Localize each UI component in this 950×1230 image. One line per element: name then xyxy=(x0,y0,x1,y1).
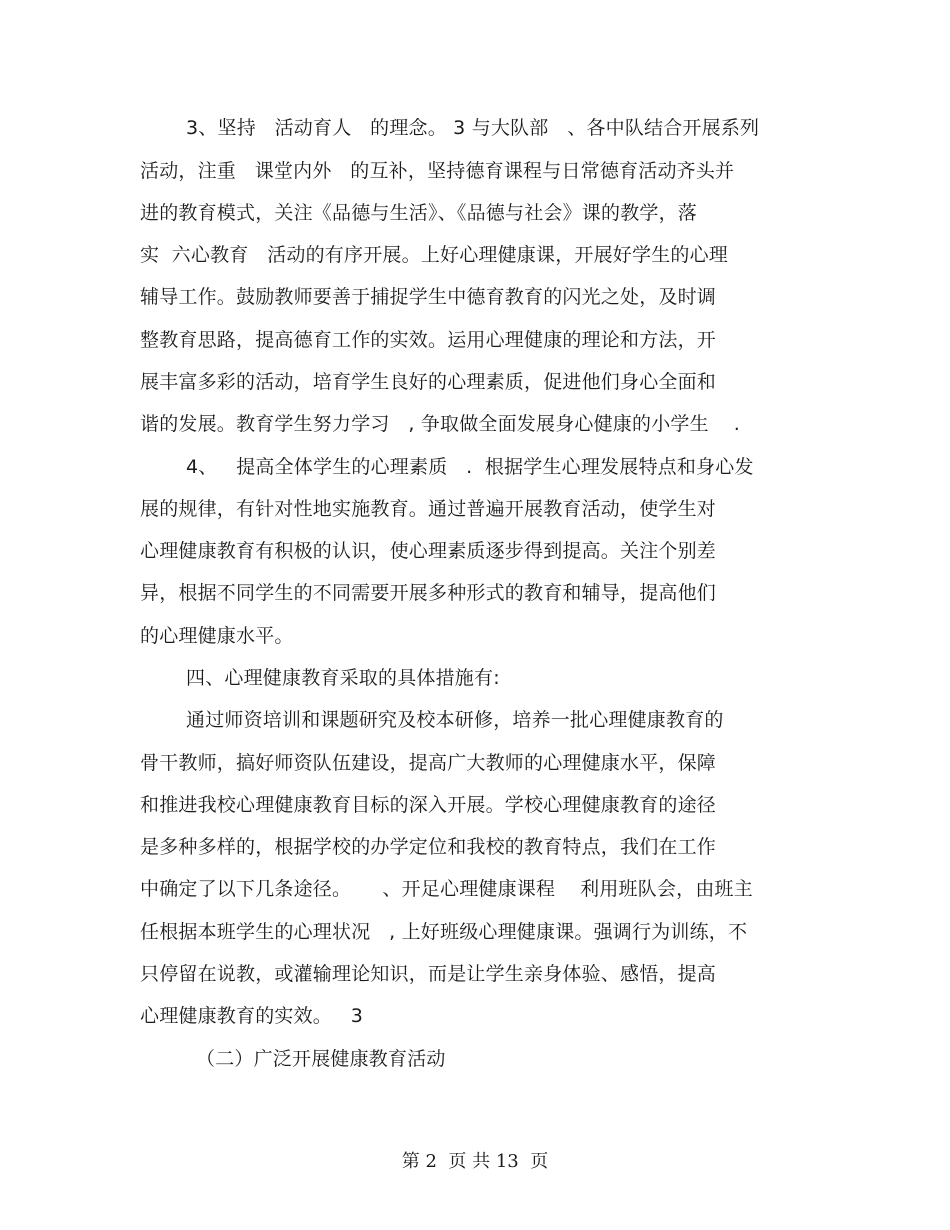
paragraph-2-line-4: 异，根据不同学生的不同需要开展多种形式的教育和辅导，提高他们 xyxy=(140,582,717,604)
paragraph-3-line-2: 骨干教师，搞好师资队伍建设，提高广大教师的心理健康水平，保障 xyxy=(140,752,717,774)
paragraph-3-line-5: 中确定了以下几条途径。 、开足心理健康课程 利用班队会，由班主 xyxy=(140,878,753,900)
paragraph-1-line-8: 谐的发展。教育学生努力学习 , 争取做全面发展身心健康的小学生 . xyxy=(140,413,740,435)
paragraph-3-line-4: 是多种多样的，根据学校的办学定位和我校的教育特点，我们在工作 xyxy=(140,836,717,858)
paragraph-3-line-1: 通过师资培训和课题研究及校本研修，培养一批心理健康教育的 xyxy=(186,709,724,731)
paragraph-1-line-1: 3、坚持 活动育人 的理念。 3 与大队部 、各中队结合开展系列 xyxy=(186,117,760,139)
paragraph-3-line-3: 和推进我校心理健康教育目标的深入开展。学校心理健康教育的途径 xyxy=(140,794,717,816)
paragraph-2-line-5: 的心理健康水平。 xyxy=(140,625,294,647)
paragraph-1-line-7: 展丰富多彩的活动，培育学生良好的心理素质，促进他们身心全面和 xyxy=(140,371,717,393)
paragraph-1-line-6: 整教育思路，提高德育工作的实效。运用心理健康的理论和方法，开 xyxy=(140,329,717,351)
paragraph-2-line-1: 4、 提高全体学生的心理素质 . 根据学生心理发展特点和身心发 xyxy=(186,456,754,478)
paragraph-3-line-7: 只停留在说教，或灌输理论知识，而是让学生亲身体验、感悟，提高 xyxy=(140,963,717,985)
paragraph-3-line-6: 任根据本班学生的心理状况 , 上好班级心理健康课。强调行为训练，不 xyxy=(140,921,748,943)
section-heading-4: 四、心理健康教育采取的具体措施有: xyxy=(186,667,500,689)
paragraph-1-line-5: 辅导工作。鼓励教师要善于捕捉学生中德育教育的闪光之处，及时调 xyxy=(140,286,717,308)
paragraph-1-line-4: 实 六心教育 活动的有序开展。上好心理健康课，开展好学生的心理 xyxy=(140,244,728,266)
subheading-2: （二）广泛开展健康教育活动 xyxy=(196,1048,446,1070)
paragraph-2-line-3: 心理健康教育有积极的认识，使心理素质逐步得到提高。关注个别差 xyxy=(140,540,717,562)
page-number-footer: 第 2 页 共 13 页 xyxy=(401,1151,549,1172)
paragraph-1-line-3: 进的教育模式，关注《品德与生活》、《品德与社会》课的教学，落 xyxy=(140,202,698,224)
paragraph-2-line-2: 展的规律，有针对性地实施教育。通过普遍开展教育活动，使学生对 xyxy=(140,498,717,520)
paragraph-1-line-2: 活动，注重 课堂内外 的互补，坚持德育课程与日常德育活动齐头并 xyxy=(140,160,735,182)
paragraph-3-line-8: 心理健康教育的实效。 3 xyxy=(140,1005,364,1027)
